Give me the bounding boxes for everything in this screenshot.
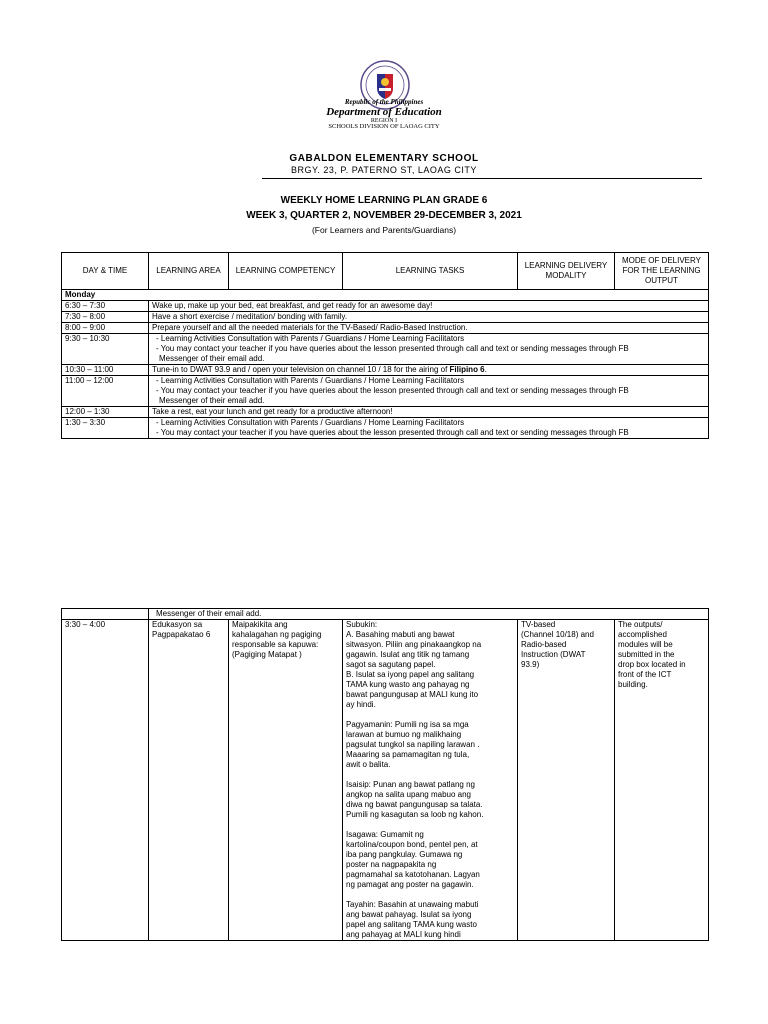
- task-line: Isagawa: Gumamit ng: [346, 830, 424, 839]
- output-line: modules will be: [618, 640, 673, 649]
- row-activity: Take a rest, eat your lunch and get ready for a productive afternoon!: [149, 407, 709, 418]
- col-learning-competency: LEARNING COMPETENCY: [229, 253, 343, 290]
- modality-line: TV-based: [521, 620, 556, 629]
- schedule-table-continued: [61, 608, 709, 941]
- modality-line: Instruction (DWAT: [521, 650, 586, 659]
- row-time: 8:00 – 9:00: [62, 323, 149, 334]
- task-line: pagsulat tungkol sa napiling larawan .: [346, 740, 480, 749]
- row-activity: [149, 376, 709, 407]
- col-delivery-modality: LEARNING DELIVERY MODALITY: [518, 253, 615, 290]
- task-line: papel ang salitang TAMA kung wasto: [346, 920, 477, 929]
- task-line: awit o balita.: [346, 760, 391, 769]
- modality-cell: [518, 620, 615, 941]
- row-time: 3:30 – 4:00: [62, 620, 149, 941]
- task-line: ay hindi.: [346, 700, 376, 709]
- activity-line: - Learning Activities Consultation with Parents / Guardians / Home Learning Facilitators: [156, 376, 465, 385]
- row-activity: [149, 365, 709, 376]
- schedule-table: [61, 252, 709, 439]
- task-line: [346, 820, 514, 830]
- row-activity: Prepare yourself and all the needed materials for the TV-Based/ Radio-Based Instruction.: [149, 323, 709, 334]
- activity-text-end: .: [484, 365, 487, 374]
- plan-audience: (For Learners and Parents/Guardians): [311, 225, 457, 235]
- activity-line: Messenger of their email add.: [159, 354, 265, 363]
- row-activity: Have a short exercise / meditation/ bonding with family.: [149, 312, 709, 323]
- task-line: A. Basahing mabuti ang bawat: [346, 630, 455, 639]
- row-time: 12:00 – 1:30: [62, 407, 149, 418]
- table-header-row: [62, 253, 709, 290]
- competency-line: Maipakikita ang: [232, 620, 288, 629]
- table-row: [62, 323, 709, 334]
- col-day-time: DAY & TIME: [62, 253, 149, 290]
- table-row: [62, 301, 709, 312]
- learning-area-line: Edukasyon sa: [152, 620, 203, 629]
- subject-name: Filipino 6: [449, 365, 485, 374]
- task-line: [346, 710, 514, 720]
- division-label: SCHOOLS DIVISION OF LAOAG CITY: [328, 123, 440, 130]
- learning-area-line: Pagpapakatao 6: [152, 630, 211, 639]
- task-line: iba pang pangkulay. Gumawa ng: [346, 850, 463, 859]
- task-line: B. Isulat sa iyong papel ang salitang: [346, 670, 475, 679]
- row-time-empty: [62, 609, 149, 620]
- task-line: ang bawat pahayag. Isulat sa iyong: [346, 910, 472, 919]
- task-line: kartolina/coupon bond, pentel pen, at: [346, 840, 478, 849]
- task-line: Tayahin: Basahin at unawaing mabuti: [346, 900, 479, 909]
- output-line: building.: [618, 680, 648, 689]
- col-learning-area: LEARNING AREA: [149, 253, 229, 290]
- col-mode-of-delivery: MODE OF DELIVERY FOR THE LEARNING OUTPUT: [615, 253, 709, 290]
- day-row: [62, 290, 709, 301]
- modality-line: 93.9): [521, 660, 540, 669]
- task-line: poster na nagpapakita ng: [346, 860, 437, 869]
- table-row: [62, 365, 709, 376]
- table-row: [62, 407, 709, 418]
- output-line: submitted in the: [618, 650, 675, 659]
- row-time: 10:30 – 11:00: [62, 365, 149, 376]
- activity-text: Tune-in to DWAT 93.9 and / open your television on channel 10 / 18 for the airing of: [152, 365, 450, 374]
- task-line: sagot sa sagutang papel.: [346, 660, 436, 669]
- day-label: Monday: [62, 290, 709, 301]
- competency-line: kahalagahan ng pagiging: [232, 630, 322, 639]
- row-time: 11:00 – 12:00: [62, 376, 149, 407]
- table-row: [62, 620, 709, 941]
- task-line: Pumili ng kasagutan sa loob ng kahon.: [346, 810, 484, 819]
- task-line: Pagyamanin: Pumili ng isa sa mga: [346, 720, 469, 729]
- school-address: BRGY. 23, P. PATERNO ST, LAOAG CITY: [291, 165, 477, 175]
- task-line: bawat pangungusap at MALI kung ito: [346, 690, 479, 699]
- activity-line: - You may contact your teacher if you have queries about the lesson presented through call and text or sending messages through FB: [156, 344, 629, 353]
- task-line: Subukin:: [346, 620, 378, 629]
- row-activity: [149, 334, 709, 365]
- header-divider: [262, 178, 702, 179]
- row-activity: Wake up, make up your bed, eat breakfast, and get ready for an awesome day!: [149, 301, 709, 312]
- plan-week: WEEK 3, QUARTER 2, NOVEMBER 29-DECEMBER 3, 2021: [246, 210, 522, 221]
- output-line: drop box located in: [618, 660, 686, 669]
- table-row: [62, 312, 709, 323]
- output-line: front of the ICT: [618, 670, 672, 679]
- republic-label: Republic of the Philippines: [344, 98, 424, 106]
- school-name: GABALDON ELEMENTARY SCHOOL: [289, 153, 479, 164]
- task-line: angkop na salita upang mabuo ang: [346, 790, 471, 799]
- task-line: ang pahayag at MALI kung hindi: [346, 930, 461, 939]
- row-time: 9:30 – 10:30: [62, 334, 149, 365]
- table-row: [62, 418, 709, 439]
- competency-line: (Pagiging Matapat ): [232, 650, 302, 659]
- row-time: 1:30 – 3:30: [62, 418, 149, 439]
- task-line: pagmamahal sa katotohanan. Lagyan: [346, 870, 480, 879]
- table-row: [62, 609, 709, 620]
- region-label: REGION I: [370, 118, 398, 124]
- tasks-cell: [343, 620, 518, 941]
- task-line: [346, 890, 514, 900]
- output-line: The outputs/: [618, 620, 663, 629]
- plan-title: WEEKLY HOME LEARNING PLAN GRADE 6: [280, 195, 488, 206]
- activity-line: Messenger of their email add.: [159, 396, 265, 405]
- activity-line: - Learning Activities Consultation with Parents / Guardians / Home Learning Facilitators: [156, 418, 465, 427]
- task-line: Isaisip: Punan ang bawat patlang ng: [346, 780, 475, 789]
- modality-line: Radio-based: [521, 640, 567, 649]
- continued-text: Messenger of their email add.: [149, 609, 709, 620]
- task-line: [346, 770, 514, 780]
- department-name: Department of Education: [326, 106, 442, 118]
- activity-line: - You may contact your teacher if you have queries about the lesson presented through call and text or sending messages through FB: [156, 428, 629, 437]
- table-row: [62, 334, 709, 365]
- task-line: TAMA kung wasto ang pahayag ng: [346, 680, 470, 689]
- task-line: Maaaring sa pamamagitan ng tula,: [346, 750, 470, 759]
- competency-line: responsable sa kapuwa:: [232, 640, 319, 649]
- row-activity: [149, 418, 709, 439]
- task-line: sitwasyon. Piliin ang pinakaangkop na: [346, 640, 482, 649]
- modality-line: (Channel 10/18) and: [521, 630, 594, 639]
- row-time: 7:30 – 8:00: [62, 312, 149, 323]
- activity-line: - You may contact your teacher if you have queries about the lesson presented through call and text or sending messages through FB: [156, 386, 629, 395]
- activity-line: - Learning Activities Consultation with Parents / Guardians / Home Learning Facilitators: [156, 334, 465, 343]
- task-line: gagawin. Isulat ang titik ng tamang: [346, 650, 470, 659]
- task-line: larawan at bumuo ng malikhaing: [346, 730, 462, 739]
- output-cell: [615, 620, 709, 941]
- output-line: accomplished: [618, 630, 667, 639]
- learning-area-cell: [149, 620, 229, 941]
- col-learning-tasks: LEARNING TASKS: [343, 253, 518, 290]
- competency-cell: [229, 620, 343, 941]
- task-line: ng pamagat ang poster na gagawin.: [346, 880, 474, 889]
- table-row: [62, 376, 709, 407]
- row-time: 6:30 – 7:30: [62, 301, 149, 312]
- task-line: diwa ng bawat pangungusap sa talata.: [346, 800, 483, 809]
